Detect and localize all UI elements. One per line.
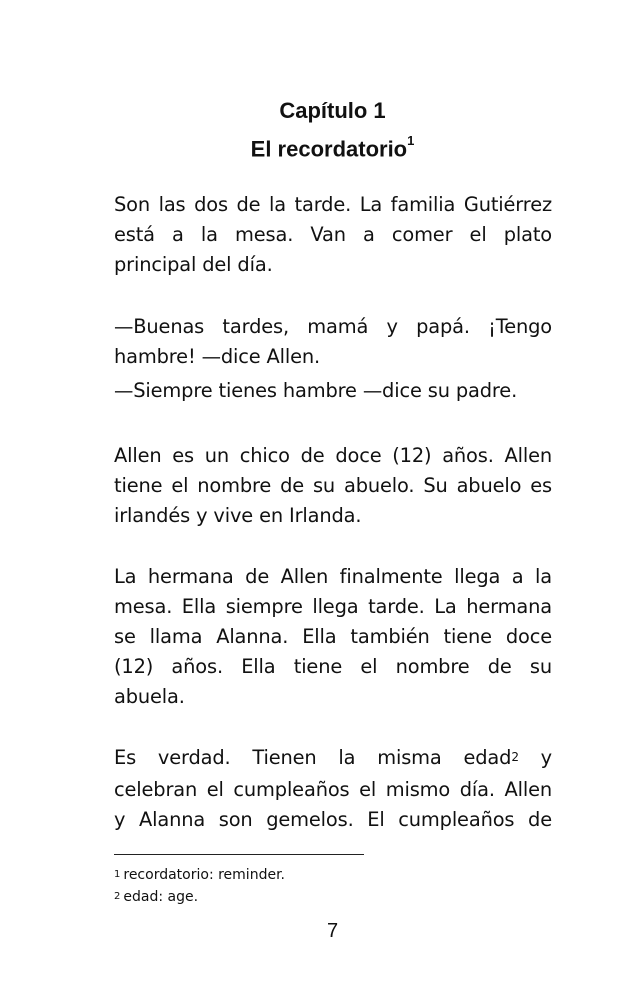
text-line: está a la mesa. Van a comer el plato	[114, 223, 552, 246]
text-line	[114, 743, 552, 775]
footnote-divider	[114, 854, 364, 855]
text-line: tiene el nombre de su abuelo. Su abuelo es	[114, 474, 552, 497]
paragraph-4	[114, 441, 552, 531]
paragraph-2	[114, 312, 552, 372]
text-line: —Siempre tienes hambre —dice su padre.	[114, 379, 518, 402]
page-number: 7	[326, 920, 339, 942]
footnote-number: 2	[114, 891, 121, 902]
chapter-title-text: El recordatorio	[250, 136, 408, 162]
text-line: —Buenas tardes, mamá y papá. ¡Tengo	[114, 315, 552, 338]
text-line: Allen es un chico de doce (12) años. Allen	[114, 444, 552, 467]
paragraph-3	[114, 376, 552, 406]
text-line: irlandés y vive en Irlanda.	[114, 504, 362, 527]
text-line: (12) años. Ella tiene el nombre de su	[114, 655, 552, 678]
paragraph-6	[114, 743, 552, 835]
chapter-title	[20, 130, 625, 163]
paragraph-5	[114, 562, 552, 712]
footnote-number: 1	[114, 869, 121, 880]
text-line: se llama Alanna. Ella también tiene doce	[114, 625, 552, 648]
chapter-number: Capítulo 1	[279, 98, 386, 123]
footnote-2	[114, 888, 198, 908]
text-line: celebran el cumpleaños el mismo día. Allen	[114, 778, 552, 801]
footnote-1	[114, 866, 285, 886]
text-line: hambre! —dice Allen.	[114, 345, 321, 368]
text-fragment: y	[518, 746, 552, 769]
text-line: La hermana de Allen finalmente llega a la	[114, 565, 552, 588]
text-line: y Alanna son gemelos. El cumpleaños de	[114, 808, 552, 831]
text-line: principal del día.	[114, 253, 273, 276]
footnote-mark: 2	[511, 750, 519, 764]
paragraph-1	[114, 190, 552, 280]
footnote-text: recordatorio: reminder.	[123, 867, 285, 883]
footnote-text: edad: age.	[123, 889, 199, 905]
text-line: abuela.	[114, 685, 185, 708]
text-line: mesa. Ella siempre llega tarde. La hermana	[114, 595, 552, 618]
text-line: Son las dos de la tarde. La familia Gutiérrez	[114, 193, 552, 216]
footnote-mark: 1	[407, 133, 415, 148]
text-fragment: Es verdad. Tienen la misma edad	[114, 746, 512, 769]
